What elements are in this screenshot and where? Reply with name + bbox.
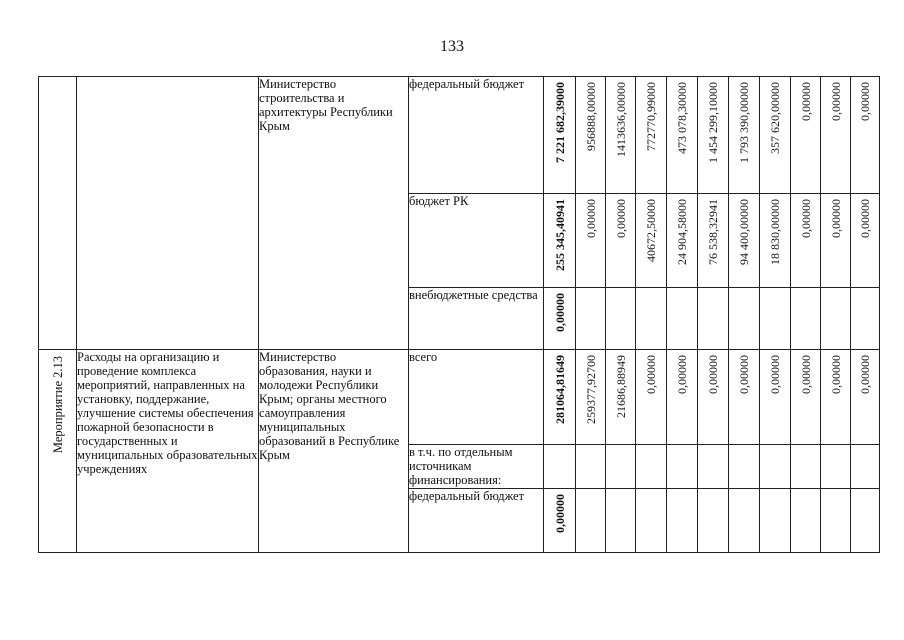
value-cell: 1 793 390,00000 xyxy=(729,77,760,194)
empty-cell xyxy=(760,489,791,553)
empty-cell xyxy=(698,288,729,350)
value-cell: 259377,92700 xyxy=(576,350,606,445)
ministry-cell: Министерство образования, науки и молодежи Республики Крым; органы местного самоуправления муниципальных образований в Республике Крым xyxy=(259,350,409,553)
empty-cell xyxy=(821,288,851,350)
empty-cell xyxy=(851,445,880,489)
value-cell: 0,00000 xyxy=(851,350,880,445)
value-cell: 0,00000 xyxy=(791,77,821,194)
empty-cell xyxy=(698,489,729,553)
value-cell: 0,00000 xyxy=(576,194,606,288)
value-cell: 956888,00000 xyxy=(576,77,606,194)
empty-cell xyxy=(729,445,760,489)
total-value-cell: 281064,81649 xyxy=(544,350,576,445)
description-cell xyxy=(77,77,259,350)
empty-cell xyxy=(821,489,851,553)
value-cell: 0,00000 xyxy=(791,350,821,445)
empty-cell xyxy=(606,288,636,350)
value-cell: 0,00000 xyxy=(606,194,636,288)
event-label-cell: Мероприятие 2.13 xyxy=(39,350,77,553)
value-cell: 1 454 299,10000 xyxy=(698,77,729,194)
empty-cell xyxy=(760,288,791,350)
value-cell: 0,00000 xyxy=(821,194,851,288)
empty-cell xyxy=(636,288,667,350)
funding-source-cell: федеральный бюджет xyxy=(409,77,544,194)
value-cell: 40672,50000 xyxy=(636,194,667,288)
value-cell: 0,00000 xyxy=(636,350,667,445)
funding-source-cell: в т.ч. по отдельным источникам финансирования: xyxy=(409,445,544,489)
empty-cell xyxy=(851,288,880,350)
funding-source-cell: всего xyxy=(409,350,544,445)
value-cell: 473 078,30000 xyxy=(667,77,698,194)
value-cell: 76 538,32941 xyxy=(698,194,729,288)
value-cell: 1413636,00000 xyxy=(606,77,636,194)
total-value-cell: 0,00000 xyxy=(544,489,576,553)
empty-cell xyxy=(729,288,760,350)
budget-table xyxy=(38,76,880,553)
value-cell: 0,00000 xyxy=(729,350,760,445)
value-cell: 357 620,00000 xyxy=(760,77,791,194)
total-value-cell: 7 221 682,39000 xyxy=(544,77,576,194)
empty-cell xyxy=(606,489,636,553)
value-cell: 0,00000 xyxy=(851,194,880,288)
value-cell: 18 830,00000 xyxy=(760,194,791,288)
empty-cell xyxy=(576,445,606,489)
empty-cell xyxy=(576,489,606,553)
empty-cell xyxy=(576,288,606,350)
empty-cell xyxy=(729,489,760,553)
empty-cell xyxy=(667,445,698,489)
description-cell: Расходы на организацию и проведение комплекса мероприятий, направленных на установку, поддержание, улучшение системы обеспечения пожарной безопасности в государственных и муниципальных образовательных учреждениях xyxy=(77,350,259,553)
value-cell: 21686,88949 xyxy=(606,350,636,445)
funding-source-cell: бюджет РК xyxy=(409,194,544,288)
empty-cell xyxy=(544,445,576,489)
value-cell: 0,00000 xyxy=(821,77,851,194)
value-cell: 0,00000 xyxy=(851,77,880,194)
empty-cell xyxy=(606,445,636,489)
value-cell: 0,00000 xyxy=(791,194,821,288)
funding-source-cell: внебюджетные средства xyxy=(409,288,544,350)
total-value-cell: 255 345,40941 xyxy=(544,194,576,288)
table-row xyxy=(39,350,880,445)
empty-cell xyxy=(636,489,667,553)
empty-cell xyxy=(667,288,698,350)
empty-cell xyxy=(791,288,821,350)
empty-cell xyxy=(791,489,821,553)
ministry-cell: Министерство строительства и архитектуры Республики Крым xyxy=(259,77,409,350)
empty-cell xyxy=(760,445,791,489)
empty-cell xyxy=(821,445,851,489)
page-number: 133 xyxy=(440,38,464,55)
empty-cell xyxy=(636,445,667,489)
event-label-cell xyxy=(39,77,77,350)
value-cell: 0,00000 xyxy=(821,350,851,445)
value-cell: 0,00000 xyxy=(760,350,791,445)
empty-cell xyxy=(791,445,821,489)
empty-cell xyxy=(667,489,698,553)
table-row xyxy=(39,77,880,194)
value-cell: 0,00000 xyxy=(698,350,729,445)
value-cell: 772770,99000 xyxy=(636,77,667,194)
funding-source-cell: федеральный бюджет xyxy=(409,489,544,553)
total-value-cell: 0,00000 xyxy=(544,288,576,350)
value-cell: 24 904,58000 xyxy=(667,194,698,288)
empty-cell xyxy=(851,489,880,553)
value-cell: 94 400,00000 xyxy=(729,194,760,288)
empty-cell xyxy=(698,445,729,489)
value-cell: 0,00000 xyxy=(667,350,698,445)
